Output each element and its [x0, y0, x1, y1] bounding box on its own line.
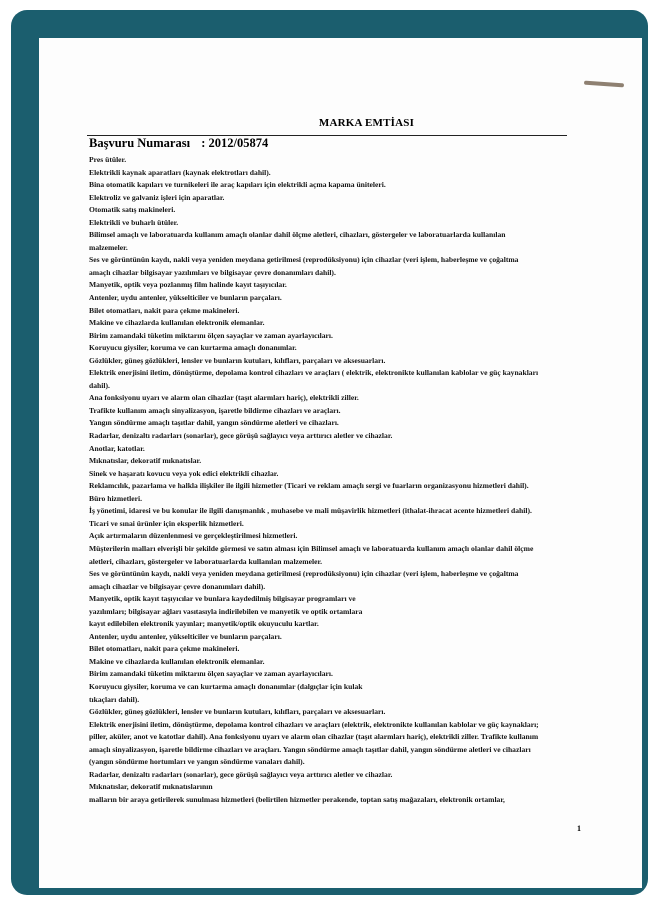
text-line: Makine ve cihazlarda kullanılan elektronik elemanlar. — [89, 656, 265, 666]
text-line: Anotlar, katotlar. — [89, 443, 145, 453]
text-line: Ses ve görüntünün kaydı, nakli veya yeniden meydana getirilmesi (reprodüksiyonu) için cihazlar (veri işlem, haberleşme ve çoğaltma — [89, 569, 519, 579]
text-line: Otomatik satış makineleri. — [89, 205, 176, 215]
text-line: Makine ve cihazlarda kullanılan elektronik elemanlar. — [89, 318, 265, 328]
text-line: Gözlükler, güneş gözlükleri, lensler ve bunların kutuları, kılıfları, parçaları ve aksesuarları. — [89, 355, 386, 365]
text-line: Ticari ve sınai ürünler için eksperlik hizmetleri. — [89, 518, 244, 528]
text-line: Trafikte kullanım amaçlı sinyalizasyon, işaretle bildirme cihazları ve araçları. — [89, 405, 341, 415]
text-line: Elektrikli ve buharlı ütüler. — [89, 217, 179, 227]
text-line: amaçlı sinyalizasyon, işaretle bildirme cihazları ve araçları. Yangın söndürme amaçlı taşıtlar dahil, yangın söndürme aletleri ve cihazları — [89, 744, 531, 754]
text-line: Bilet otomatları, nakit para çekme makineleri. — [89, 644, 240, 654]
application-label: Başvuru Numarası — [89, 136, 191, 150]
text-line: Koruyucu giysiler, koruma ve can kurtarma amaçlı donanımlar (dalgıçlar için kulak — [89, 681, 363, 691]
text-line: Elektroliz ve galvaniz işleri için aparatlar. — [89, 192, 225, 202]
document-page — [39, 38, 642, 888]
text-line: malların bir araya getirilerek sunulması hizmetleri (belirtilen hizmetler perakende, toptan satış mağazaları, elektronik ortamlar, — [89, 794, 505, 804]
text-line: Mıknatıslar, dekoratif mıknatıslarının — [89, 782, 213, 792]
text-line: Bina otomatik kapıları ve turnikeleri ile araç kapıları için elektrikli açma kapama üniteleri. — [89, 180, 386, 190]
application-number-line — [89, 136, 268, 151]
text-line: Ana fonksiyonu uyarı ve alarm olan cihazlar (taşıt alarmları hariç), elektrikli ziller. — [89, 393, 359, 403]
text-line: amaçlı cihazlar bilgisayar yazılımları ve bilgisayar çevre donanımları dahil). — [89, 267, 336, 277]
text-line: Gözlükler, güneş gözlükleri, lensler ve bunların kutuları, kılıfları, parçaları ve aksesuarları. — [89, 707, 386, 717]
text-line: Pres ütüler. — [89, 155, 127, 164]
text-line: Yangın söndürme amaçlı taşıtlar dahil, yangın söndürme aletleri ve cihazları. — [89, 418, 339, 428]
text-line: Açık artırmaların düzenlenmesi ve gerçekleştirilmesi hizmetleri. — [89, 531, 298, 541]
text-line: Ses ve görüntünün kaydı, nakli veya yeniden meydana getirilmesi (reprodüksiyonu) için cihazlar (veri işlem, haberleşme ve çoğaltma — [89, 255, 519, 265]
text-line: tıkaçları dahil). — [89, 694, 140, 704]
text-line: Antenler, uydu antenler, yükselticiler ve bunların parçaları. — [89, 293, 282, 303]
text-line: Reklamcılık, pazarlama ve halkla ilişkiler ile ilgili hizmetler (Ticari ve reklam amaçlı sergi ve fuarların organizasyonu hizmetleri dahil). — [89, 481, 529, 491]
goods-services-list — [89, 154, 609, 806]
pen-mark — [584, 81, 624, 88]
text-line: Elektrik enerjisini iletim, dönüştürme, depolama kontrol cihazları ve araçları (elektrik, elektronikte kullanılan kablolar ve güç kaynakları; — [89, 719, 539, 729]
scan-frame — [11, 10, 648, 895]
text-line: Müşterilerin malları elverişli bir şekilde görmesi ve satın alması için Bilimsel amaçlı ve laboratuarda kullanım amaçlı olanlar dahil ölçme — [89, 543, 534, 553]
page-number: 1 — [577, 824, 581, 833]
text-line: Radarlar, denizaltı radarları (sonarlar), gece görüşü sağlayıcı veya arttırıcı aletler ve cihazlar. — [89, 431, 393, 441]
text-line: İş yönetimi, idaresi ve bu konular ile ilgili danışmanlık , muhasebe ve mali müşavirlik hizmetleri (ithalat-ihracat acente hizmetleri dahil). — [89, 506, 532, 516]
text-line: amaçlı cihazlar ve bilgisayar çevre donanımları dahil). — [89, 581, 266, 591]
document-title: MARKA EMTİASI — [318, 117, 415, 129]
text-line: dahil). — [89, 380, 110, 390]
text-line: Radarlar, denizaltı radarları (sonarlar), gece görüşü sağlayıcı veya arttırıcı aletler ve cihazlar. — [89, 769, 393, 779]
text-line: Birim zamandaki tüketim miktarını ölçen sayaçlar ve zaman ayarlayıcıları. — [89, 669, 333, 679]
application-separator: : — [201, 136, 206, 150]
text-line: malzemeler. — [89, 242, 128, 252]
text-line: Büro hizmetleri. — [89, 493, 143, 503]
text-line: yazılımları; bilgisayar ağları vasıtasıyla indirilebilen ve manyetik ve optik ortamlara — [89, 606, 363, 616]
text-line: piller, aküler, anot ve katotlar dahil). Ana fonksiyonu uyarı ve alarm olan cihazlar (taşıt alarmları hariç), elektrikli ziller. Trafikte kullanım — [89, 732, 539, 742]
text-line: aletleri, cihazları, göstergeler ve laboratuarlarda kullanılan malzemeler. — [89, 556, 323, 566]
text-line: Koruyucu giysiler, koruma ve can kurtarma amaçlı donanımlar. — [89, 343, 297, 353]
text-line: Manyetik, optik kayıt taşıyıcılar ve bunlara kaydedilmiş bilgisayar programları ve — [89, 594, 356, 604]
text-line: Sinek ve haşaratı kovucu veya yok edici elektrikli cihazlar. — [89, 468, 279, 478]
text-line: Manyetik, optik veya pozlanmış film halinde kayıt taşıyıcılar. — [89, 280, 287, 290]
text-line: Bilet otomatları, nakit para çekme makineleri. — [89, 305, 240, 315]
text-line: Mıknatıslar, dekoratif mıknatıslar. — [89, 456, 202, 466]
text-line: (yangın söndürme hortumları ve yangın söndürme vanaları dahil). — [89, 757, 305, 767]
application-number: 2012/05874 — [208, 136, 269, 150]
text-line: Antenler, uydu antenler, yükselticiler ve bunların parçaları. — [89, 631, 282, 641]
text-line: Elektrikli kaynak aparatları (kaynak elektrotları dahil). — [89, 167, 271, 177]
text-line: Birim zamandaki tüketim miktarını ölçen sayaçlar ve zaman ayarlayıcıları. — [89, 330, 333, 340]
text-line: Bilimsel amaçlı ve laboratuarda kullanım amaçlı olanlar dahil ölçme aletleri, cihazları, göstergeler ve laboratuarlarda kullanılan — [89, 230, 506, 240]
text-line: kayıt edilebilen elektronik yayınlar; manyetik/optik okuyuculu kartlar. — [89, 619, 319, 629]
text-line: Elektrik enerjisini iletim, dönüştürme, depolama kontrol cihazları ve araçları ( elektrik, elektronikte kullanılan kablolar ve güç kaynakları — [89, 368, 539, 378]
